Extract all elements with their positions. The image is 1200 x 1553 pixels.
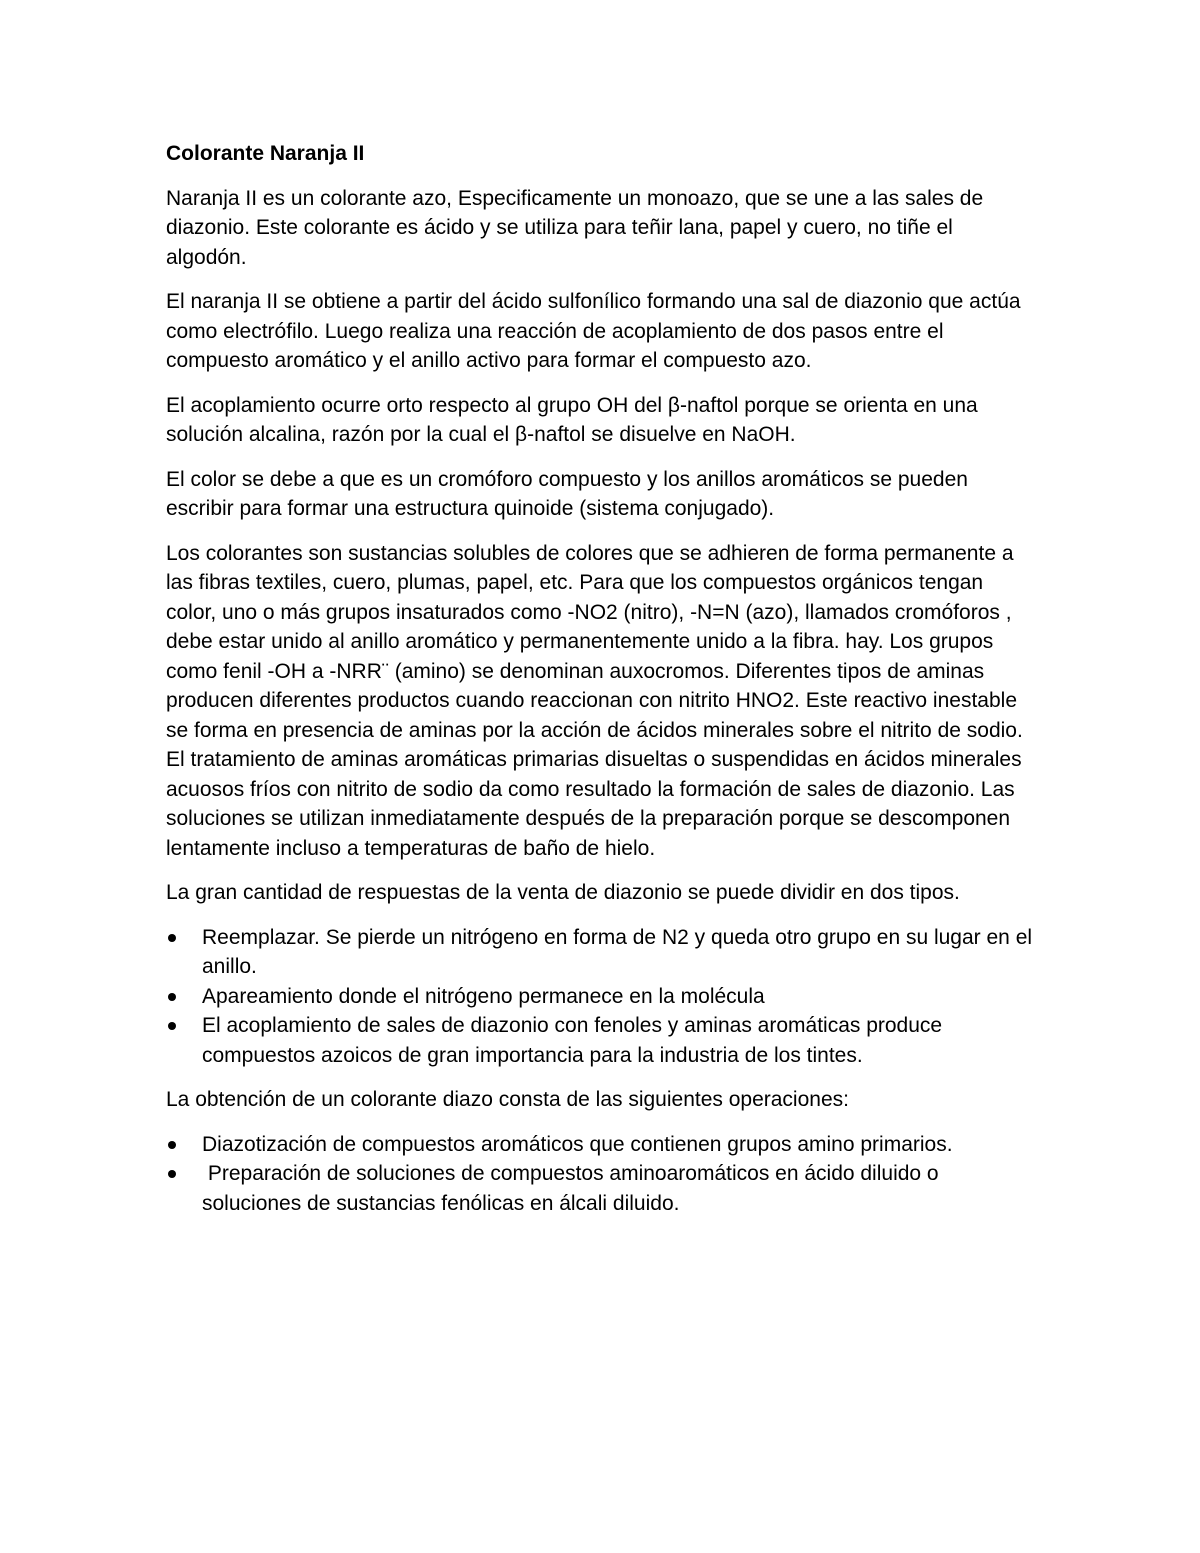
paragraph-operations: La obtención de un colorante diazo consta de las siguientes operaciones: <box>166 1088 849 1111</box>
list-item-text: Preparación de soluciones de compuestos aminoaromáticos en ácido diluido o soluciones de sustancias fenólicas en álcali diluido. <box>202 1162 945 1215</box>
list-item-text: Diazotización de compuestos aromáticos que contienen grupos amino primarios. <box>202 1132 953 1156</box>
paragraph-color: El color se debe a que es un cromóforo compuesto y los anillos aromáticos se pueden escribir para formar una estructura quinoide (sistema conjugado). <box>166 467 968 520</box>
bullet-list-reactions <box>166 923 1038 1071</box>
bullet-icon <box>168 993 176 1001</box>
list-item-text: Reemplazar. Se pierde un nitrógeno en forma de N2 y queda otro grupo en su lugar en el anillo. <box>202 925 1038 978</box>
paragraph-coupling: El acoplamiento ocurre orto respecto al grupo OH del β-naftol porque se orienta en una solución alcalina, razón por la cual el β-naftol se disuelve en NaOH. <box>166 393 978 446</box>
list-item <box>166 1159 1038 1218</box>
paragraph-synthesis: El naranja II se obtiene a partir del ácido sulfonílico formando una sal de diazonio que actúa como electrófilo. Luego realiza una reacción de acoplamiento de dos pasos entre el compuesto aromático y el anillo activo para formar el compuesto azo. <box>166 290 1021 372</box>
list-item <box>166 1011 1038 1070</box>
bullet-icon <box>168 1170 176 1178</box>
paragraph-dyes: Los colorantes son sustancias solubles de colores que se adhieren de forma permanente a las fibras textiles, cuero, plumas, papel, etc. Para que los compuestos orgánicos tengan color, uno o más grupos insaturados como -NO2 (nitro), -N=N (azo), llamados cromóforos , debe estar unido al anillo aromático y permanentemente unido a la fibra. hay. Los grupos como fenil -OH a -NRR¨ (amino) se denominan auxocromos. Diferentes tipos de aminas producen diferentes productos cuando reaccionan con nitrito HNO2. Este reactivo inestable se forma en presencia de aminas por la acción de ácidos minerales sobre el nitrito de sodio. El tratamiento de aminas aromáticas primarias disueltas o suspendidas en ácidos minerales acuosos fríos con nitrito de sodio da como resultado la formación de sales de diazonio. Las soluciones se utilizan inmediatamente después de la preparación porque se descomponen lentamente incluso a temperaturas de baño de hielo. <box>166 541 1023 860</box>
bullet-icon <box>168 1022 176 1030</box>
list-item-text: Apareamiento donde el nitrógeno permanece en la molécula <box>202 984 765 1008</box>
paragraph-intro: Naranja II es un colorante azo, Especificamente un monoazo, que se une a las sales de diazonio. Este colorante es ácido y se utiliza para teñir lana, papel y cuero, no tiñe el algodón. <box>166 186 984 269</box>
bullet-icon <box>168 1141 176 1149</box>
list-item-text: El acoplamiento de sales de diazonio con fenoles y aminas aromáticas produce compuestos azoicos de gran importancia para la industria de los tintes. <box>202 1014 948 1067</box>
list-item <box>166 1130 1038 1160</box>
bullet-list-operations <box>166 1130 1038 1219</box>
document-title: Colorante Naranja II <box>166 142 365 165</box>
list-item <box>166 923 1038 982</box>
paragraph-reactions: La gran cantidad de respuestas de la venta de diazonio se puede dividir en dos tipos. <box>166 881 960 904</box>
bullet-icon <box>168 934 176 942</box>
document-body <box>166 139 1038 1233</box>
list-item <box>166 982 1038 1012</box>
